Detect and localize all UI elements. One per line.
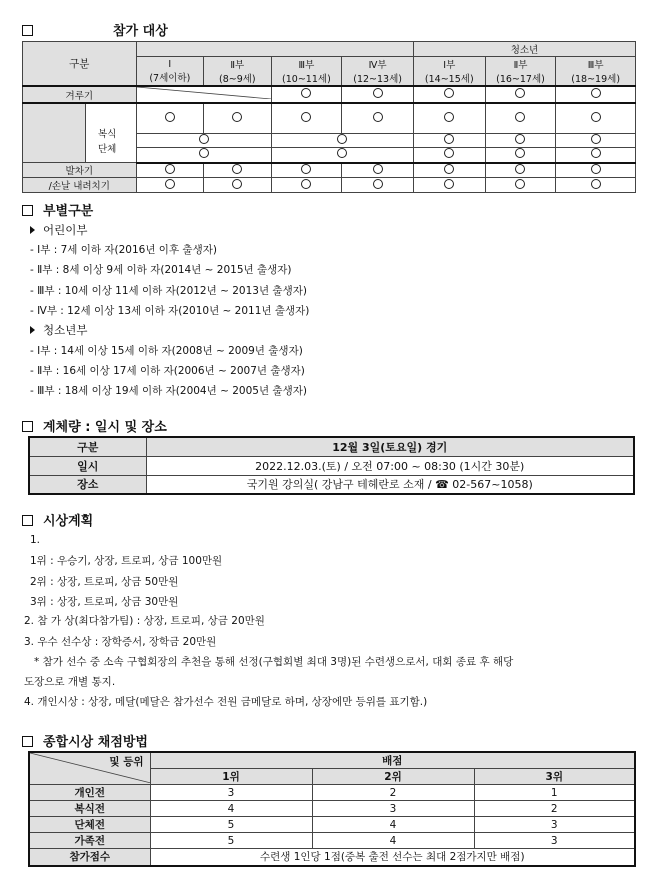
checkbox-icon: [22, 736, 33, 747]
circle-mark: [373, 164, 383, 174]
checkbox-icon: [22, 205, 33, 216]
circle-mark: [515, 112, 525, 122]
section-title-participants: 참가 대상: [22, 20, 168, 39]
row-label: 겨루기: [23, 86, 137, 103]
youth-heading: 청소년부: [30, 322, 87, 338]
row-label: /손날 내려치기: [23, 178, 137, 193]
circle-mark: [444, 148, 454, 158]
award-note: 도장으로 개별 통지.: [24, 676, 116, 688]
header-gubun: 구분: [23, 42, 137, 87]
participants-table: [22, 41, 636, 193]
circle-mark: [301, 88, 311, 98]
checkbox-icon: [22, 421, 33, 432]
circle-mark: [373, 112, 383, 122]
circle-mark: [232, 179, 242, 189]
row-label-team: 단체: [98, 144, 117, 155]
circle-mark: [165, 164, 175, 174]
checkbox-icon: [22, 515, 33, 526]
circle-mark: [444, 134, 454, 144]
award-line: 4. 개인시상 : 상장, 메달(메달은 참가선수 전원 금메달로 하며, 상장에만 등위를 표기함.): [24, 696, 428, 708]
circle-mark: [591, 134, 601, 144]
weighin-table: 구분 12월 3일(토요일) 경기 일시 2022.12.03.(토) / 오전 07:00 ~ 08:30 (1시간 30분) 장소 국기원 강의실( 강남구 테헤란로 소재 / ☎ 02-567~1058): [28, 436, 635, 495]
circle-mark: [373, 179, 383, 189]
circle-mark: [444, 164, 454, 174]
section-title-divisions: 부별구분: [22, 200, 93, 219]
circle-mark: [591, 179, 601, 189]
award-line: 3위 : 상장, 트로피, 상금 30만원: [30, 596, 179, 608]
row-label-doubles: 복식: [98, 129, 117, 140]
row-label: 발차기: [23, 163, 137, 178]
section-title-awards: 시상계획: [22, 510, 93, 529]
diagonal-line: [137, 87, 271, 99]
circle-mark: [515, 164, 525, 174]
triangle-bullet-icon: [30, 326, 35, 334]
header-col: Ⅲ부 (18~19세): [556, 57, 636, 87]
circle-mark: [232, 112, 242, 122]
circle-mark: [337, 148, 347, 158]
circle-mark: [591, 112, 601, 122]
kids-heading: 어린이부: [30, 222, 87, 238]
circle-mark: [515, 134, 525, 144]
kid-line: - Ⅲ부 : 10세 이상 11세 이하 자(2012년 ~ 2013년 출생자): [30, 285, 307, 297]
header-col: Ⅱ부 (16~17세): [485, 57, 556, 87]
header-col: Ⅱ부 (8~9세): [204, 57, 272, 87]
award-line: 2. 참 가 상(최다참가팀) : 상장, 트로피, 상금 20만원: [24, 615, 265, 627]
circle-mark: [444, 179, 454, 189]
circle-mark: [301, 112, 311, 122]
youth-line: - Ⅲ부 : 18세 이상 19세 이하 자(2004년 ~ 2005년 출생자): [30, 385, 307, 397]
youth-line: - Ⅰ부 : 14세 이상 15세 이하 자(2008년 ~ 2009년 출생자): [30, 345, 303, 357]
corner-cell: 및 등위: [29, 752, 150, 785]
checkbox-icon: [22, 25, 33, 36]
circle-mark: [301, 179, 311, 189]
header-youth: 청소년: [413, 42, 635, 57]
award-line: 1위 : 우승기, 상장, 트로피, 상금 100만원: [30, 555, 223, 567]
circle-mark: [337, 134, 347, 144]
circle-mark: [591, 148, 601, 158]
circle-mark: [515, 148, 525, 158]
circle-mark: [515, 88, 525, 98]
circle-mark: [199, 134, 209, 144]
circle-mark: [591, 164, 601, 174]
header-col: Ⅰ부 (14~15세): [413, 57, 485, 87]
scoring-table: 및 등위 배점 1위 2위 3위 개인전 3 2 1 복식전 4 3 2 단체전 5 4 3 가족전 5 4 3 참가점수 수련생 1인당 1점(중복 출전 선수는 최대 2점가지만 배점): [28, 751, 636, 867]
circle-mark: [165, 112, 175, 122]
kid-line: - Ⅰ부 : 7세 이하 자(2016년 이후 출생자): [30, 244, 217, 256]
circle-mark: [301, 164, 311, 174]
circle-mark: [165, 179, 175, 189]
circle-mark: [232, 164, 242, 174]
section-title-weighin: 계체량 : 일시 및 장소: [22, 416, 167, 435]
circle-mark: [444, 88, 454, 98]
circle-mark: [199, 148, 209, 158]
award-line: 1.: [30, 534, 41, 546]
circle-mark: [373, 88, 383, 98]
header-col: Ⅲ부 (10~11세): [271, 57, 342, 87]
section-title-scoring: 종합시상 채점방법: [22, 731, 148, 750]
kid-line: - Ⅱ부 : 8세 이상 9세 이하 자(2014년 ~ 2015년 출생자): [30, 264, 292, 276]
award-line: 3. 우수 선수상 : 장학증서, 장학금 20만원: [24, 636, 217, 648]
youth-line: - Ⅱ부 : 16세 이상 17세 이하 자(2006년 ~ 2007년 출생자): [30, 365, 305, 377]
circle-mark: [591, 88, 601, 98]
circle-mark: [515, 179, 525, 189]
kid-line: - Ⅳ부 : 12세 이상 13세 이하 자(2010년 ~ 2011년 출생자): [30, 305, 310, 317]
triangle-bullet-icon: [30, 226, 35, 234]
award-note: * 참가 선수 중 소속 구협회장의 추천을 통해 선정(구협회별 최대 3명)된 수련생으로서, 대회 종료 후 해당: [34, 656, 514, 668]
header-col: Ⅰ (7세이하): [136, 57, 204, 87]
header-col: Ⅳ부 (12~13세): [342, 57, 414, 87]
circle-mark: [444, 112, 454, 122]
award-line: 2위 : 상장, 트로피, 상금 50만원: [30, 576, 179, 588]
